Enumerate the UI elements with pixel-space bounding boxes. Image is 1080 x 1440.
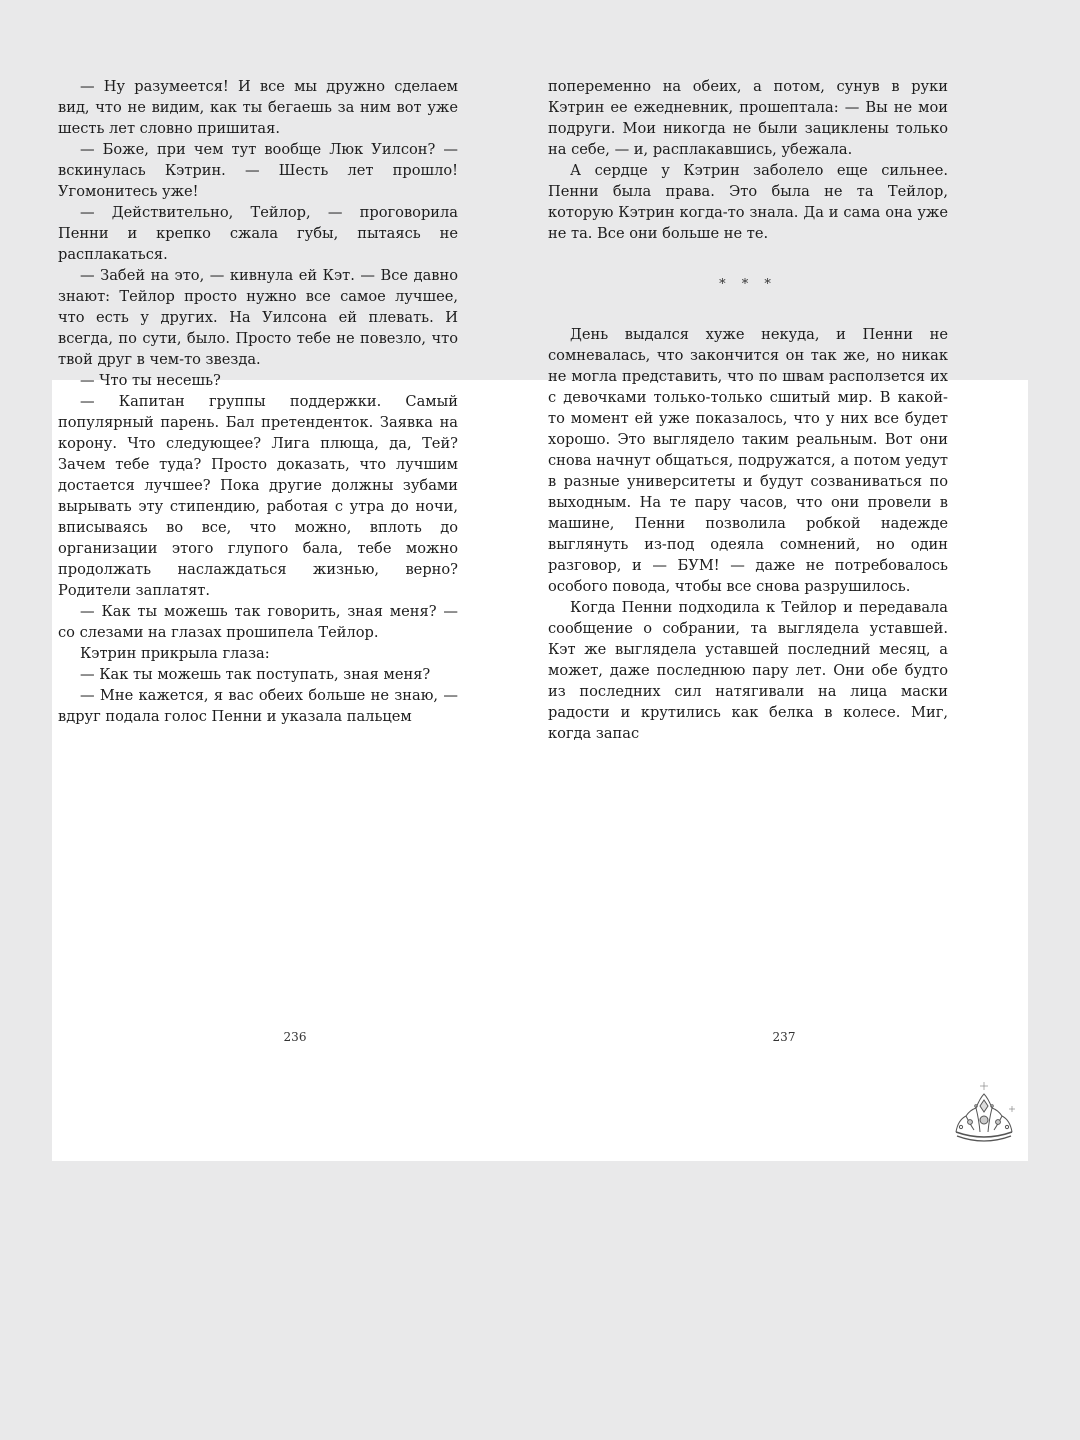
section-separator: * * *: [719, 277, 777, 292]
left-page-text: [58, 76, 458, 727]
right-page-text: [548, 76, 948, 744]
paragraph: — Боже, при чем тут вообще Люк Уилсон? — вскинулась Кэтрин. — Шесть лет прошло! Угомонитесь уже!: [58, 141, 458, 200]
paragraph: — Капитан группы поддержки. Самый популярный парень. Бал претенденток. Заявка на корону. Что следующее? Лига плюща, да, Тей? Зачем тебе туда? Просто доказать, что лучшим достается лучшее? Пока другие должны зубами вырывать эту стипендию, работая с утра до ночи, вписываясь во все, что можно, вплоть до организации этого глупого бала, тебе можно продолжать наслаждаться жизнью, верно? Родители заплатят.: [58, 393, 458, 599]
left-page: [58, 76, 458, 727]
paragraph: — Мне кажется, я вас обеих больше не знаю, — вдруг подала голос Пенни и указала пальцем: [58, 687, 458, 725]
paragraph: — Действительно, Тейлор, — проговорила Пенни и крепко сжала губы, пытаясь не расплакаться.: [58, 204, 458, 263]
paragraph: — Как ты можешь так говорить, зная меня? — со слезами на глазах прошипела Тейлор.: [58, 603, 458, 641]
right-page: [548, 76, 948, 744]
paragraph: — Забей на это, — кивнула ей Кэт. — Все давно знают: Тейлор просто нужно все самое лучшее, что есть у других. На Уилсона ей плевать. И всегда, по сути, было. Просто тебе не повезло, что твой друг в чем-то звезда.: [58, 267, 458, 368]
paragraph: А сердце у Кэтрин заболело еще сильнее. Пенни была права. Это была не та Тейлор, которую Кэтрин когда-то знала. Да и сама она уже не та. Все они больше не те.: [548, 162, 948, 242]
paragraph: Кэтрин прикрыла глаза:: [80, 645, 270, 662]
tiara-icon: [948, 1080, 1020, 1152]
page-number-left: 236: [283, 1030, 307, 1044]
paragraph: День выдался хуже некуда, и Пенни не сомневалась, что закончится он так же, но никак не могла представить, что по швам расползется их с девочками только-только сшитый мир. В какой-то момент ей уже показалось, что у них все будет хорошо. Это выглядело таким реальным. Вот они снова начнут общаться, подружатся, а потом уедут в разные университеты и будут созваниваться по выходным. На те пару часов, что они провели в машине, Пенни позволила робкой надежде выглянуть из-под одеяла сомнений, но один разговор, и — БУМ! — даже не потребовалось особого повода, чтобы все снова разрушилось.: [548, 326, 948, 595]
paragraph: — Ну разумеется! И все мы дружно сделаем вид, что не видим, как ты бегаешь за ним вот уже шесть лет словно пришитая.: [58, 78, 458, 137]
paragraph: Когда Пенни подходила к Тейлор и передавала сообщение о собрании, та выглядела уставшей. Кэт же выглядела уставшей последний месяц, а может, даже последнюю пару лет. Они обе будто из последних сил натягивали на лица маски радости и крутились как белка в колесе. Миг, когда запас: [548, 599, 948, 742]
paragraph: попеременно на обеих, а потом, сунув в руки Кэтрин ее ежедневник, прошептала: — Вы не мои подруги. Мои никогда не были зациклены только на себе, — и, расплакавшись, убежала.: [548, 78, 948, 158]
paragraph: — Как ты можешь так поступать, зная меня?: [80, 666, 431, 683]
page-number-right: 237: [772, 1030, 796, 1044]
paragraph: — Что ты несешь?: [80, 372, 221, 389]
